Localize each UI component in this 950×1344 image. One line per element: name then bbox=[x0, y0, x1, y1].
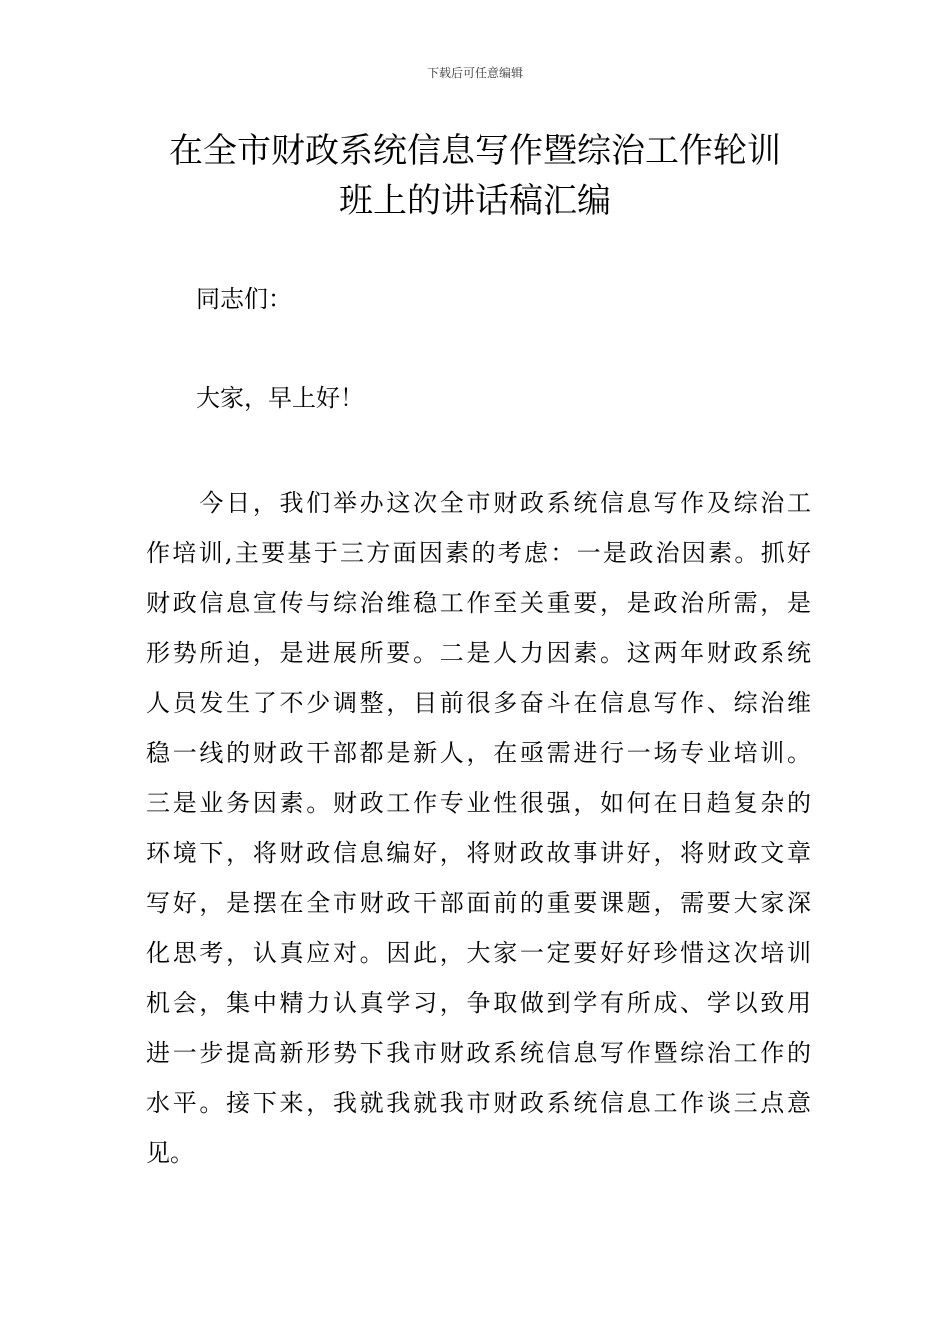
salutation: 同志们： bbox=[196, 285, 292, 313]
header-note: 下载后可任意编辑 bbox=[426, 66, 523, 80]
document-title bbox=[140, 126, 810, 226]
title-line: 在全市财政系统信息写作暨综治工作轮训 bbox=[169, 131, 781, 171]
paragraph-line: 人员发生了不少调整，目前很多奋斗在信息写作、综治维 bbox=[146, 689, 811, 717]
body-paragraph bbox=[146, 478, 811, 1178]
paragraph-line: 见。 bbox=[146, 1139, 194, 1167]
greeting: 大家，早上好！ bbox=[196, 384, 364, 412]
paragraph-line: 写好，是摆在全市财政干部面前的重要课题，需要大家深 bbox=[146, 889, 811, 917]
paragraph-line: 进一步提高新形势下我市财政系统信息写作暨综治工作的 bbox=[146, 1039, 811, 1067]
paragraph-line: 水平。接下来，我就我就我市财政系统信息工作谈三点意 bbox=[146, 1089, 811, 1117]
paragraph-line: 机会，集中精力认真学习，争取做到学有所成、学以致用 bbox=[146, 989, 811, 1017]
paragraph-line: 作培训,主要基于三方面因素的考虑：一是政治因素。抓好 bbox=[146, 539, 811, 567]
paragraph-line: 稳一线的财政干部都是新人，在亟需进行一场专业培训。 bbox=[146, 739, 811, 767]
paragraph-line: 形势所迫，是进展所要。二是人力因素。这两年财政系统 bbox=[146, 639, 811, 667]
paragraph-line: 环境下，将财政信息编好，将财政故事讲好，将财政文章 bbox=[146, 839, 811, 867]
paragraph-line: 三是业务因素。财政工作专业性很强，如何在日趋复杂的 bbox=[146, 789, 811, 817]
paragraph-line: 化思考，认真应对。因此，大家一定要好好珍惜这次培训 bbox=[146, 939, 811, 967]
paragraph-line: 今日，我们举办这次全市财政系统信息写作及综治工 bbox=[146, 489, 811, 517]
paragraph-line: 财政信息宣传与综治维稳工作至关重要，是政治所需，是 bbox=[146, 589, 811, 617]
title-line: 班上的讲话稿汇编 bbox=[339, 181, 611, 221]
